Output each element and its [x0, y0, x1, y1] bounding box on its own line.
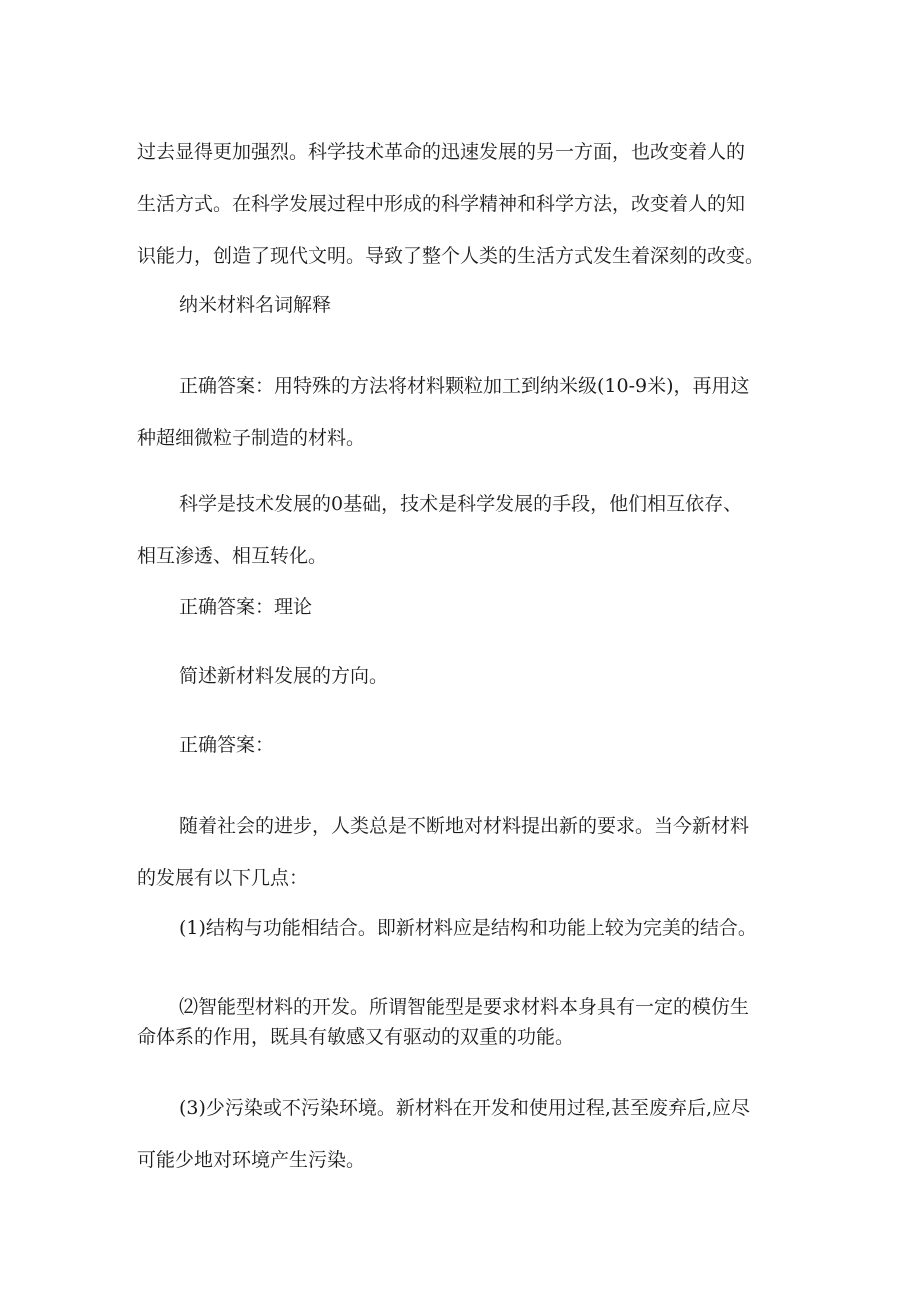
text-line: 随着社会的进步，人类总是不断地对材料提出新的要求。当今新材料 [179, 815, 750, 837]
question-new-material-direction [137, 663, 797, 686]
text-line: 种超细微粒子制造的材料。 [137, 427, 366, 449]
answer-point-2 [137, 992, 797, 1052]
text-line: 识能力，创造了现代文明。导致了整个人类的生活方式发生着深刻的改变。 [137, 245, 765, 267]
text-line: 正确答案：用特殊的方法将材料颗粒加工到纳米级(10-9米)，再用这 [179, 375, 750, 397]
text-line: 命体系的作用，既具有敏感又有驱动的双重的功能。 [137, 1026, 575, 1048]
text-line: (3)少污染或不污染环境。新材料在开发和使用过程,甚至废弃后,应尽 [179, 1097, 750, 1119]
question-nano-material [137, 292, 797, 315]
text-line: 的发展有以下几点： [137, 867, 309, 889]
answer-intro [137, 800, 797, 904]
text-line: 可能少地对环境产生污染。 [137, 1149, 366, 1171]
question-science-tech-relation [137, 478, 797, 582]
text-line: 生活方式。在科学发展过程中形成的科学精神和科学方法，改变着人的知 [137, 193, 746, 215]
text-line: ⑵智能型材料的开发。所谓智能型是要求材料本身具有一定的模仿生 [179, 996, 750, 1018]
answer-point-1 [137, 915, 797, 938]
text-line: (1)结构与功能相结合。即新材料应是结构和功能上较为完美的结合。 [179, 917, 757, 939]
text-line: 科学是技术发展的0基础，技术是科学发展的手段，他们相互依存、 [179, 493, 743, 515]
answer-theory [137, 594, 797, 617]
text-line: 简述新材料发展的方向。 [179, 665, 389, 687]
text-line: 纳米材料名词解释 [179, 294, 332, 316]
text-line: 正确答案： [179, 734, 275, 756]
text-line: 正确答案：理论 [179, 596, 313, 618]
answer-label [137, 732, 797, 755]
answer-nano-material [137, 360, 797, 464]
answer-point-3 [137, 1082, 797, 1186]
text-line: 相互渗透、相互转化。 [137, 545, 328, 567]
text-line: 过去显得更加强烈。科学技术革命的迅速发展的另一方面，也改变着人的 [137, 141, 746, 163]
paragraph-science-revolution [137, 126, 797, 282]
